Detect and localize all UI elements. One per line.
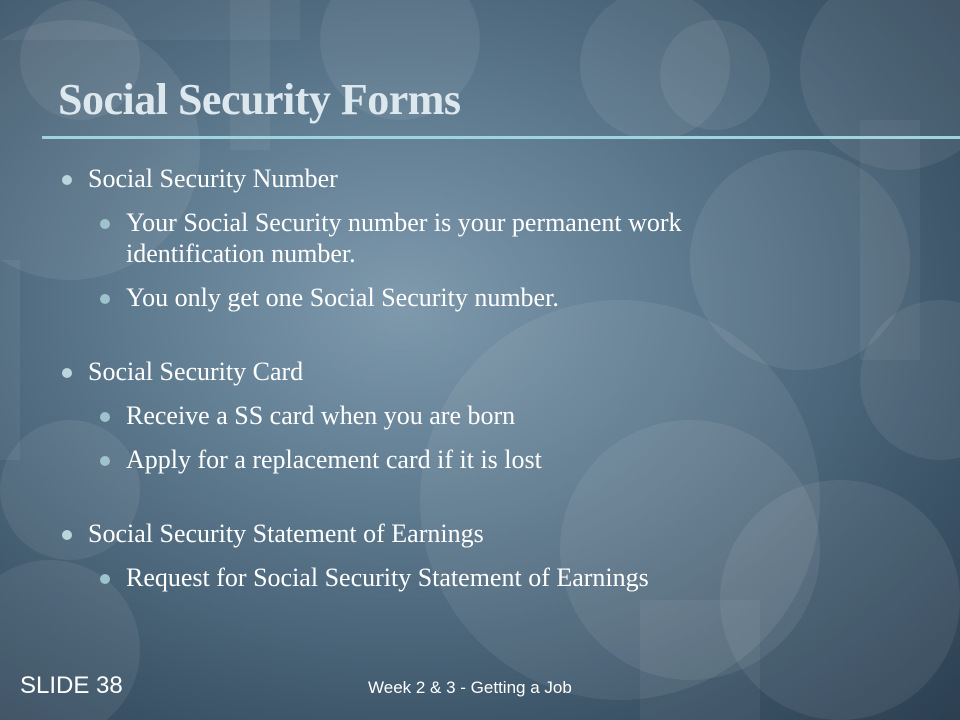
bullet-dot-icon — [62, 530, 72, 540]
bullet-heading: Social Security Number — [88, 164, 338, 193]
bullet-dot-icon — [100, 456, 110, 466]
bullet-dot-icon — [62, 368, 72, 378]
bullet-heading: Social Security Card — [88, 357, 304, 386]
slide-body — [62, 163, 922, 593]
bullet-dot-icon — [100, 294, 110, 304]
sub-bullet — [62, 562, 922, 593]
slide-title: Social Security Forms — [58, 75, 461, 124]
sub-bullet-text: Receive a SS card when you are born — [126, 401, 516, 430]
sub-bullet — [62, 444, 922, 475]
bullet-social-security-number — [62, 163, 922, 194]
bullet-dot-icon — [100, 412, 110, 422]
bullet-statement-of-earnings — [62, 518, 922, 549]
bullet-dot-icon — [100, 574, 110, 584]
sub-bullet-text: Apply for a replacement card if it is lost — [126, 445, 542, 474]
sub-bullet-text: Your Social Security number is your permanent work identification number. — [126, 208, 682, 268]
bullet-heading: Social Security Statement of Earnings — [88, 519, 484, 548]
sub-bullet — [62, 282, 922, 313]
sub-bullet-text: You only get one Social Security number. — [126, 283, 559, 312]
footer-text: Week 2 & 3 - Getting a Job — [368, 678, 572, 697]
sub-bullet — [62, 207, 922, 269]
slide-number: SLIDE 38 — [20, 672, 123, 699]
bullet-dot-icon — [62, 175, 72, 185]
title-underline — [42, 136, 960, 139]
sub-bullet-text: Request for Social Security Statement of Earnings — [126, 563, 649, 592]
bullet-dot-icon — [100, 219, 110, 229]
sub-bullet — [62, 400, 922, 431]
bullet-social-security-card — [62, 356, 922, 387]
